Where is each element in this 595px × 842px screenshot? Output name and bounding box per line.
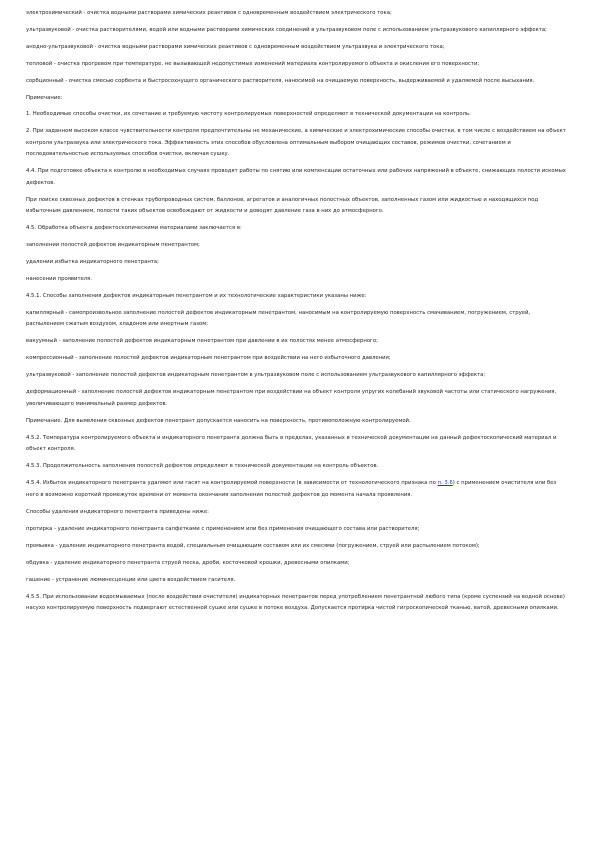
section-paragraph: 4.5.1. Способы заполнения дефектов индикаторным пенетрантом и их технологические характеристики указаны ниже: bbox=[26, 293, 367, 300]
list-item: деформационный - заполнение полостей дефектов индикаторным пенетрантом при воздействии на объект контроля упругих колебаний звуковой частоты или статического нагружения, увеличивающего минимальный размер дефектов. bbox=[26, 389, 557, 407]
paragraph: ультразвуковой - очистка растворителями, водой или водными растворами химических соединений в ультразвуковом поле с использованием ультразвукового капиллярного эффекта; bbox=[26, 27, 547, 33]
list-item: заполнении полостей дефектов индикаторным пенетрантом; bbox=[26, 242, 200, 249]
section-paragraph: 4.4. При подготовке объекта к контролю в необходимых случаях проводят работы по снятию или компенсации остаточных или рабочих напряжений в объекте, снижающих полости искомых дефектов. bbox=[26, 168, 566, 186]
section-paragraph-with-link bbox=[26, 478, 569, 501]
list-item: гашение - устранение люминесценции или цвета воздействием гасителя. bbox=[26, 576, 236, 583]
paragraph: тепловой - очистка прогревом при температуре, не вызывающей недопустимых изменений материала контролируемого объекта и окисления его поверхности; bbox=[26, 61, 480, 67]
paragraph: анодно-ультразвуковой - очистка водными растворами химических реактивов с одновременным воздействием ультразвука и электрического тока; bbox=[26, 44, 445, 50]
list-item: протирка - удаление индикаторного пенетранта салфетками с применением или без применения очищающего состава или растворителя; bbox=[26, 525, 420, 532]
paragraph: Способы удаления индикаторного пенетранта приведены ниже: bbox=[26, 508, 209, 515]
section-paragraph: 4.5. Обработка объекта дефектоскопическими материалами заключается в: bbox=[26, 225, 242, 232]
list-item: капиллярный - самопроизвольное заполнение полостей дефектов индикаторным пенетрантом, наносимым на контролируемую поверхность смачиванием, погружением, струей, распылением сжатым воздухом, хладоном или инертным газом; bbox=[26, 310, 531, 328]
paragraph: сорбционный - очистка смесью сорбента и быстросохнущего органического растворителя, наносимой на очищаемую поверхность, выдерживаемой и удаляемой после высыхания. bbox=[26, 78, 535, 84]
note-item: 2. При заданном высоком классе чувствительности контроля предпочтительны не механические, а химические и электрохимические способы очистки, в том числе с воздействием на объект контроля ультразвука или электрического тока. Эффективность этих способов обусловлена оптимальным выбором очищающих составов, режимов очистки, сочетанием и последовательностью используемых способов очистки, включая сушку. bbox=[26, 128, 566, 158]
paragraph: электрохимический - очистка водными растворами химических реактивов с одновременным воздействием электрического тока; bbox=[26, 10, 392, 16]
list-item: компрессионный - заполнение полостей дефектов индикаторным пенетрантом при воздействии на него избыточного давления; bbox=[26, 355, 391, 362]
section-paragraph: 4.5.3. Продолжительность заполнения полостей дефектов определяют в технической документации на контроль объектов. bbox=[26, 463, 379, 470]
section-paragraph: 4.5.2. Температура контролируемого объекта и индикаторного пенетранта должна быть в пределах, указанных в технической документации на данный дефектоскопический материал и объект контроля. bbox=[26, 434, 557, 453]
paragraph-text-after-link: ) с применением очистителя или без него в возможно короткий промежуток времени от момента окончания заполнения полостей дефектов до момента начала проявления. bbox=[26, 480, 557, 498]
list-item: нанесении проявителя. bbox=[26, 276, 93, 283]
note-heading: Примечание: bbox=[26, 95, 63, 101]
paragraph: При поиске сквозных дефектов в стенках трубопроводных систем, баллонов, агрегатов и аналогичных полостных объектов, заполненных газом или жидкостью и находящихся под избыточным давлением, полости таких объектов освобождают от жидкости и доводят давление газа в них до атмосферного. bbox=[26, 196, 539, 215]
section-paragraph: 4.5.5. При использовании водосмываемых (после воздействия очистителя) индикаторных пенетрантов перед употреблением пенетрантной любого типа (кроме суспензий на водной основе) насухо контролируемую поверхность подвергают естественной сушке или сушке в потоке воздуха. Допускается протирка чистой гигроскопической тканью, ватой, древесными опилками. bbox=[26, 593, 565, 612]
note-item: 1. Необходимые способы очистки, их сочетание и требуемую чистоту контролируемых поверхностей определяют в технической документации на контроль. bbox=[26, 111, 471, 118]
paragraph-text-before-link: 4.5.4. Избыток индикаторного пенетранта удаляют или гасят на контролируемой поверхности (в зависимости от технологического признака по bbox=[26, 480, 438, 487]
list-item: промывка - удаление индикаторного пенетранта водой, специальным очищающим составом или их смесями (погружением, струей или распылением потоком); bbox=[26, 542, 480, 549]
note-paragraph: Примечание. Для выявления сквозных дефектов пенетрант допускается наносить на поверхность, противоположную контролируемой. bbox=[26, 417, 411, 424]
list-item: вакуумный - заполнение полостей дефектов индикаторным пенетрантом при давлении в их полостях менее атмосферного; bbox=[26, 338, 378, 345]
list-item: обдувка - удаление индикаторного пенетранта струей песка, дроби, косточковой крошки, древесными опилками; bbox=[26, 559, 350, 566]
list-item: ультразвуковой - заполнение полостей дефектов индикаторным пенетрантом в ультразвуковом поле с использованием ультразвукового капиллярного эффекта; bbox=[26, 372, 486, 379]
list-item: удалении избытка индикаторного пенетранта; bbox=[26, 259, 159, 266]
clause-reference-link[interactable]: п. 3.6 bbox=[437, 480, 453, 487]
